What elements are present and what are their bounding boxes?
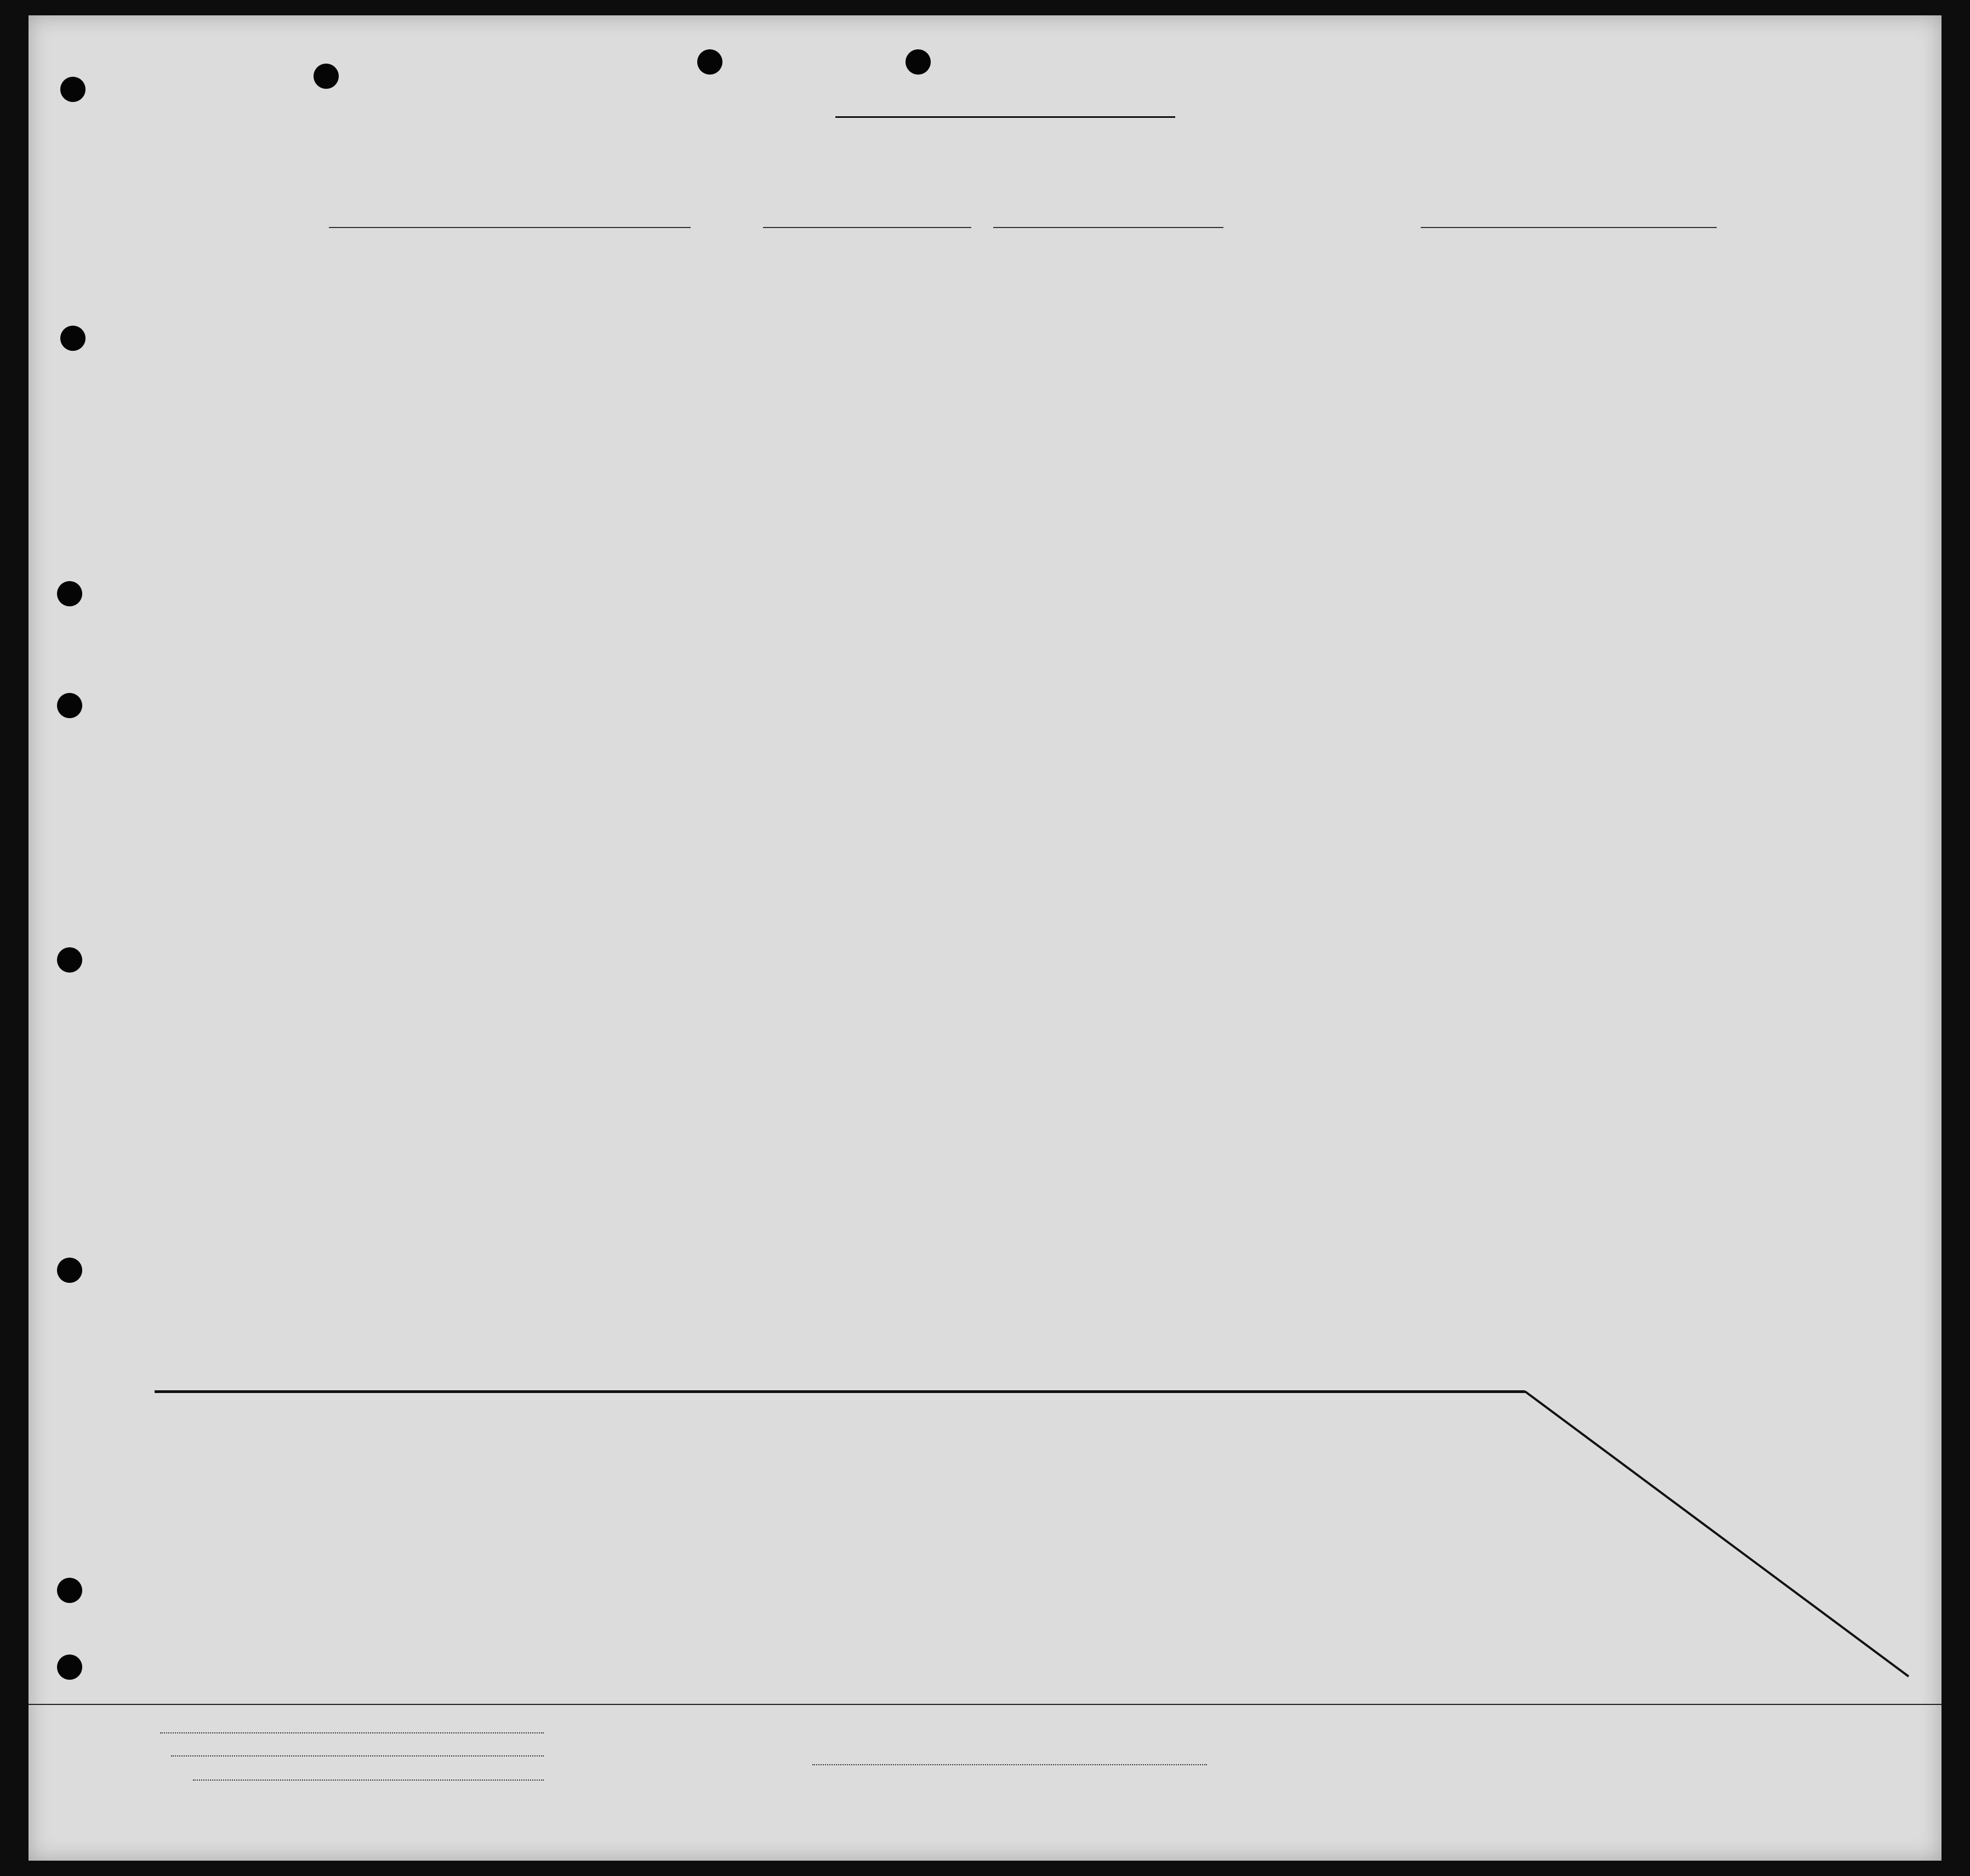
punch-hole xyxy=(57,693,82,718)
rule xyxy=(329,227,691,228)
cancel-diagonal xyxy=(1508,1386,1925,1693)
owners-field xyxy=(171,1755,544,1756)
agents-field xyxy=(193,1780,544,1781)
rule xyxy=(993,227,1223,228)
punch-hole xyxy=(57,1655,82,1680)
punch-hole xyxy=(697,49,722,75)
punch-hole xyxy=(57,1258,82,1283)
title-underline xyxy=(835,116,1175,118)
footer-rule xyxy=(29,1704,1941,1705)
punch-hole xyxy=(57,947,82,973)
punch-hole xyxy=(314,64,339,89)
end-of-list-line xyxy=(155,1390,1525,1393)
line-field xyxy=(160,1732,544,1733)
punch-hole xyxy=(57,1578,82,1603)
rule xyxy=(763,227,971,228)
manifest-sheet xyxy=(29,15,1941,1861)
punch-hole xyxy=(906,49,931,75)
punch-hole xyxy=(57,581,82,606)
inspector-field xyxy=(812,1764,1207,1765)
rule xyxy=(1421,227,1717,228)
punch-hole xyxy=(60,326,86,351)
punch-hole xyxy=(60,77,86,102)
